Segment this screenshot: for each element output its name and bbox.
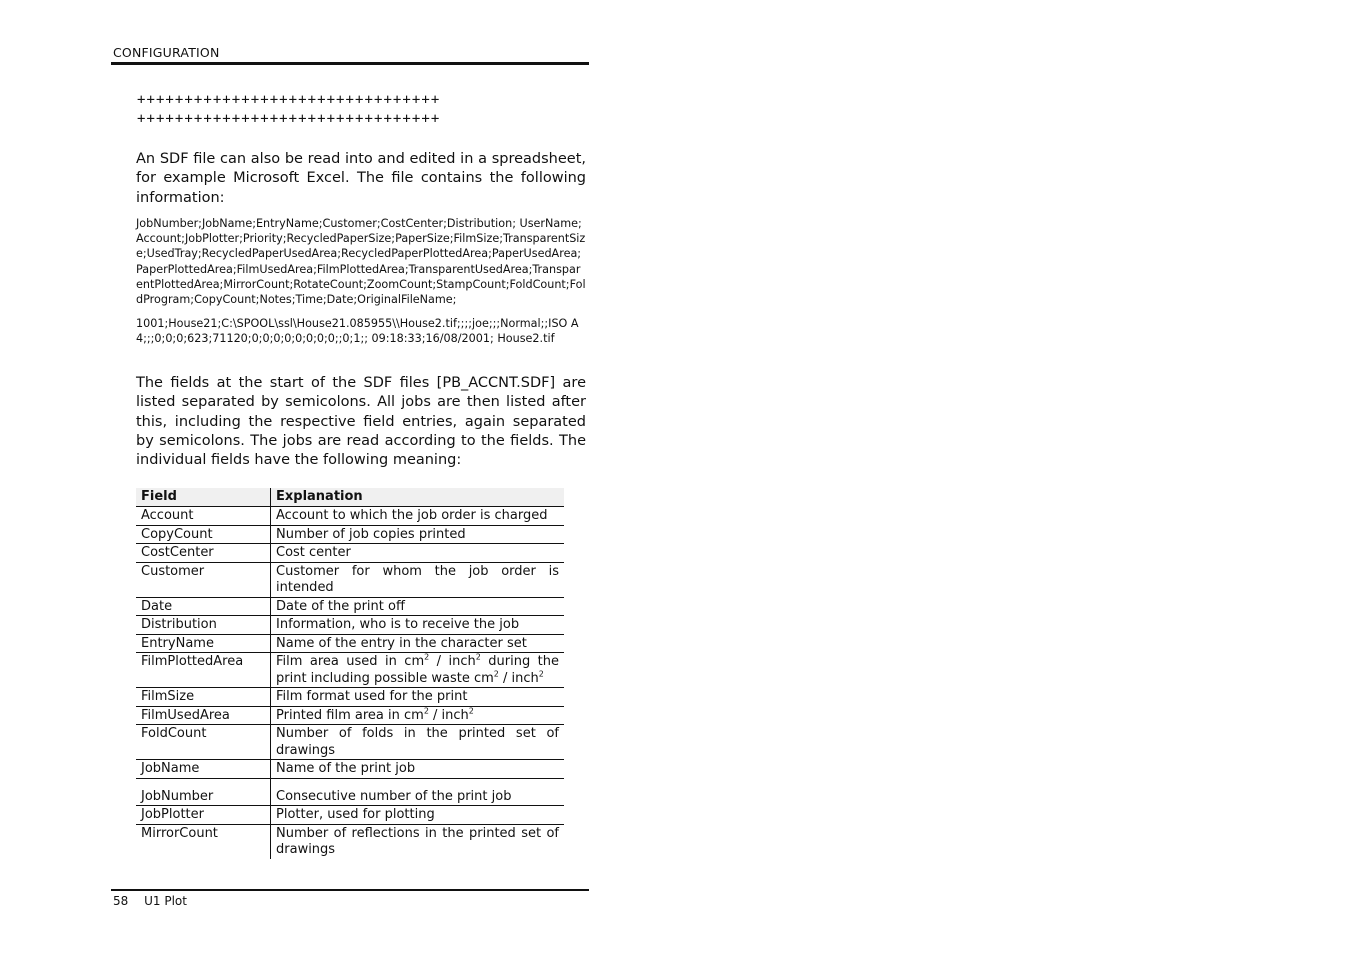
field-cell: JobPlotter	[136, 806, 271, 825]
explanation-cell	[271, 706, 565, 725]
table-row	[136, 653, 564, 688]
header-rule	[111, 62, 589, 65]
field-cell: FilmSize	[136, 688, 271, 707]
superscript: 2	[538, 669, 544, 679]
superscript: 2	[475, 652, 481, 662]
explanation-cell: Name of the print job	[271, 760, 565, 779]
running-footer	[113, 894, 187, 908]
explanation-cell: Date of the print off	[271, 597, 565, 616]
explanation-cell	[271, 653, 565, 688]
plus-separator-row: ++++++++++++++++++++++++++++++++	[137, 111, 441, 127]
table-row	[136, 760, 564, 779]
intro-paragraph: An SDF file can also be read into and edited in a spreadsheet, for example Microsoft Excel. The file contains the following information:	[136, 151, 586, 206]
explanation-text: / inch	[428, 707, 469, 723]
superscript: 2	[423, 706, 429, 716]
explanation-cell: Number of job copies printed	[271, 525, 565, 544]
table-row	[136, 525, 564, 544]
field-cell: CostCenter	[136, 544, 271, 563]
plus-separator-row: ++++++++++++++++++++++++++++++++	[137, 92, 441, 108]
explanation-cell: Name of the entry in the character set	[271, 634, 565, 653]
table-header-row	[136, 488, 564, 507]
field-cell: FoldCount	[136, 725, 271, 760]
fields-paragraph: The fields at the start of the SDF files [PB_ACCNT.SDF] are listed separated by semicolons. All jobs are then listed after this, including the respective field entries, again separated by semicolons. The jobs are read according to the fields. The individual fields have the following meaning:	[136, 375, 586, 469]
table-row	[136, 507, 564, 526]
field-cell: EntryName	[136, 634, 271, 653]
table-row	[136, 806, 564, 825]
explanation-text: during the print including possible waste cm	[276, 654, 559, 686]
table-row	[136, 616, 564, 635]
superscript: 2	[468, 706, 474, 716]
field-cell: Date	[136, 597, 271, 616]
table-row	[136, 824, 564, 859]
table-row	[136, 778, 564, 806]
explanation-text: Printed film area in cm	[276, 707, 424, 723]
superscript: 2	[493, 669, 499, 679]
product-name: U1 Plot	[144, 894, 187, 908]
table-row	[136, 725, 564, 760]
superscript: 2	[424, 652, 430, 662]
field-cell: FilmUsedArea	[136, 706, 271, 725]
explanation-cell: Film format used for the print	[271, 688, 565, 707]
table-row	[136, 597, 564, 616]
field-cell: Account	[136, 507, 271, 526]
explanation-cell: Account to which the job order is charged	[271, 507, 565, 526]
table-row	[136, 634, 564, 653]
running-header: CONFIGURATION	[113, 45, 220, 60]
explanation-cell: Consecutive number of the print job	[271, 778, 565, 806]
field-cell: JobName	[136, 760, 271, 779]
explanation-cell: Number of reflections in the printed set of drawings	[276, 825, 559, 857]
explanation-cell: Number of folds in the printed set of drawings	[271, 725, 565, 760]
column-header-explanation: Explanation	[271, 488, 565, 507]
field-cell: FilmPlottedArea	[136, 653, 271, 688]
footer-rule	[111, 889, 589, 891]
field-explanation-table	[136, 488, 564, 859]
explanation-text: / inch	[429, 654, 476, 669]
explanation-cell: Customer for whom the job order is intended	[271, 562, 565, 597]
sdf-header-line: JobNumber;JobName;EntryName;Customer;CostCenter;Distribution; UserName;Account;JobPlotter;Priority;RecycledPaperSize;PaperSize;FilmSize;TransparentSize;UsedTray;RecycledPaperUsedArea;RecycledPaperPlottedArea;PaperUsedArea;PaperPlottedArea;FilmUsedArea;FilmPlottedArea;TransparentUsedArea;TransparentPlottedArea;MirrorCount;RotateCount;ZoomCount;StampCount;FoldCount;FoldProgram;CopyCount;Notes;Time;Date;OriginalFileName;	[136, 217, 586, 307]
explanation-cell: Cost center	[271, 544, 565, 563]
field-cell: MirrorCount	[136, 824, 271, 859]
table-row	[136, 562, 564, 597]
explanation-cell: Information, who is to receive the job	[271, 616, 565, 635]
explanation-text: Film area used in cm	[276, 654, 425, 669]
table-row	[136, 544, 564, 563]
field-cell: CopyCount	[136, 525, 271, 544]
field-cell: JobNumber	[136, 778, 271, 806]
sdf-record-line: 1001;House21;C:\SPOOL\ssl\House21.085955\\House2.tif;;;;joe;;;Normal;;ISO A4;;;0;0;0;623;71120;0;0;0;0;0;0;0;0;;0;1;; 09:18:33;16/08/2001; House2.tif	[136, 317, 579, 346]
explanation-cell: Plotter, used for plotting	[271, 806, 565, 825]
page-number: 58	[113, 894, 129, 908]
table-row	[136, 706, 564, 725]
field-cell: Distribution	[136, 616, 271, 635]
explanation-text: / inch	[498, 670, 539, 686]
column-header-field: Field	[136, 488, 271, 507]
table-row	[136, 688, 564, 707]
field-cell: Customer	[136, 562, 271, 597]
